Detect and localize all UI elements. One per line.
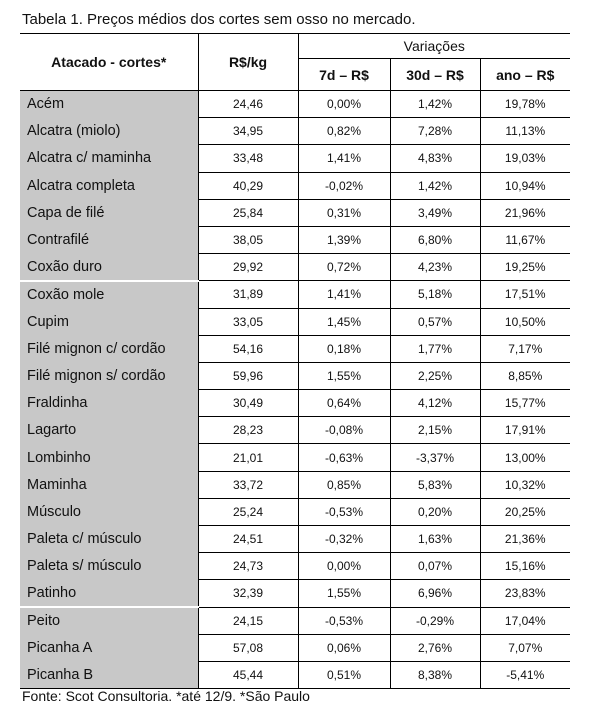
prices-table bbox=[20, 33, 570, 689]
table-row bbox=[20, 634, 570, 661]
cell-var-7d: 1,41% bbox=[298, 281, 390, 308]
cell-cut-name: Alcatra c/ maminha bbox=[20, 145, 198, 172]
cell-price: 25,24 bbox=[198, 498, 298, 525]
cell-price: 24,15 bbox=[198, 607, 298, 634]
cell-var-year: 17,04% bbox=[480, 607, 570, 634]
table-footer: Fonte: Scot Consultoria. *até 12/9. *São Paulo bbox=[22, 688, 310, 704]
cell-var-year: 19,25% bbox=[480, 254, 570, 281]
cell-var-30d: 8,38% bbox=[390, 661, 480, 688]
table-row bbox=[20, 390, 570, 417]
cell-var-year: 10,50% bbox=[480, 308, 570, 335]
cell-price: 32,39 bbox=[198, 580, 298, 607]
cell-cut-name: Maminha bbox=[20, 471, 198, 498]
cell-var-7d: 1,55% bbox=[298, 362, 390, 389]
cell-price: 45,44 bbox=[198, 661, 298, 688]
cell-var-7d: -0,02% bbox=[298, 172, 390, 199]
cell-var-30d: 2,25% bbox=[390, 362, 480, 389]
cell-cut-name: Fraldinha bbox=[20, 390, 198, 417]
cell-price: 34,95 bbox=[198, 118, 298, 145]
cell-price: 30,49 bbox=[198, 390, 298, 417]
cell-price: 33,05 bbox=[198, 308, 298, 335]
cell-var-7d: 1,45% bbox=[298, 308, 390, 335]
cell-var-7d: -0,53% bbox=[298, 498, 390, 525]
cell-price: 24,51 bbox=[198, 526, 298, 553]
cell-var-30d: 0,20% bbox=[390, 498, 480, 525]
table-row bbox=[20, 335, 570, 362]
table-row bbox=[20, 498, 570, 525]
cell-price: 54,16 bbox=[198, 335, 298, 362]
cell-var-year: 19,78% bbox=[480, 91, 570, 118]
cell-price: 33,72 bbox=[198, 471, 298, 498]
table-row bbox=[20, 199, 570, 226]
cell-cut-name: Filé mignon s/ cordão bbox=[20, 362, 198, 389]
header-30d: 30d – R$ bbox=[390, 59, 480, 91]
cell-cut-name: Paleta c/ músculo bbox=[20, 526, 198, 553]
cell-var-30d: -3,37% bbox=[390, 444, 480, 471]
cell-var-30d: 1,42% bbox=[390, 172, 480, 199]
header-variations: Variações bbox=[298, 34, 570, 59]
table-row bbox=[20, 553, 570, 580]
cell-var-7d: 0,82% bbox=[298, 118, 390, 145]
cell-var-year: 10,94% bbox=[480, 172, 570, 199]
cell-var-year: 20,25% bbox=[480, 498, 570, 525]
cell-price: 38,05 bbox=[198, 226, 298, 253]
cell-price: 24,73 bbox=[198, 553, 298, 580]
cell-cut-name: Filé mignon c/ cordão bbox=[20, 335, 198, 362]
cell-var-7d: -0,08% bbox=[298, 417, 390, 444]
cell-var-30d: 1,42% bbox=[390, 91, 480, 118]
cell-price: 59,96 bbox=[198, 362, 298, 389]
table-row bbox=[20, 281, 570, 308]
cell-var-year: 21,36% bbox=[480, 526, 570, 553]
cell-var-30d: 0,07% bbox=[390, 553, 480, 580]
header-year: ano – R$ bbox=[480, 59, 570, 91]
cell-price: 28,23 bbox=[198, 417, 298, 444]
cell-var-year: 23,83% bbox=[480, 580, 570, 607]
cell-cut-name: Picanha B bbox=[20, 661, 198, 688]
cell-var-30d: 3,49% bbox=[390, 199, 480, 226]
cell-var-30d: 6,96% bbox=[390, 580, 480, 607]
header-cut: Atacado - cortes* bbox=[20, 34, 198, 91]
cell-cut-name: Lagarto bbox=[20, 417, 198, 444]
cell-var-7d: 1,41% bbox=[298, 145, 390, 172]
cell-price: 31,89 bbox=[198, 281, 298, 308]
cell-var-30d: 0,57% bbox=[390, 308, 480, 335]
header-price: R$/kg bbox=[198, 34, 298, 91]
table-row bbox=[20, 444, 570, 471]
cell-var-30d: 7,28% bbox=[390, 118, 480, 145]
table-row bbox=[20, 661, 570, 688]
cell-var-year: 11,13% bbox=[480, 118, 570, 145]
table-row bbox=[20, 471, 570, 498]
cell-cut-name: Lombinho bbox=[20, 444, 198, 471]
table-row bbox=[20, 526, 570, 553]
cell-cut-name: Alcatra completa bbox=[20, 172, 198, 199]
table-caption: Tabela 1. Preços médios dos cortes sem osso no mercado. bbox=[22, 11, 416, 28]
cell-var-7d: -0,63% bbox=[298, 444, 390, 471]
cell-var-7d: 0,00% bbox=[298, 553, 390, 580]
cell-cut-name: Coxão duro bbox=[20, 254, 198, 281]
header-7d: 7d – R$ bbox=[298, 59, 390, 91]
cell-cut-name: Alcatra (miolo) bbox=[20, 118, 198, 145]
table-row bbox=[20, 254, 570, 281]
cell-var-year: 7,17% bbox=[480, 335, 570, 362]
cell-var-7d: 1,39% bbox=[298, 226, 390, 253]
cell-var-7d: 0,64% bbox=[298, 390, 390, 417]
cell-var-30d: 5,18% bbox=[390, 281, 480, 308]
table-row bbox=[20, 91, 570, 118]
cell-cut-name: Coxão mole bbox=[20, 281, 198, 308]
table-row bbox=[20, 417, 570, 444]
cell-var-30d: 2,15% bbox=[390, 417, 480, 444]
cell-price: 29,92 bbox=[198, 254, 298, 281]
cell-var-30d: 4,23% bbox=[390, 254, 480, 281]
cell-cut-name: Acém bbox=[20, 91, 198, 118]
table-row bbox=[20, 607, 570, 634]
cell-cut-name: Paleta s/ músculo bbox=[20, 553, 198, 580]
table-row bbox=[20, 145, 570, 172]
cell-var-7d: 1,55% bbox=[298, 580, 390, 607]
cell-var-year: 8,85% bbox=[480, 362, 570, 389]
cell-var-7d: 0,72% bbox=[298, 254, 390, 281]
cell-var-7d: -0,32% bbox=[298, 526, 390, 553]
cell-price: 24,46 bbox=[198, 91, 298, 118]
cell-var-year: 17,51% bbox=[480, 281, 570, 308]
cell-var-7d: 0,18% bbox=[298, 335, 390, 362]
cell-var-year: 7,07% bbox=[480, 634, 570, 661]
cell-price: 57,08 bbox=[198, 634, 298, 661]
table-row bbox=[20, 308, 570, 335]
cell-var-year: 21,96% bbox=[480, 199, 570, 226]
cell-price: 21,01 bbox=[198, 444, 298, 471]
cell-var-year: 19,03% bbox=[480, 145, 570, 172]
cell-cut-name: Peito bbox=[20, 607, 198, 634]
cell-cut-name: Capa de filé bbox=[20, 199, 198, 226]
cell-var-7d: 0,00% bbox=[298, 91, 390, 118]
table-row bbox=[20, 580, 570, 607]
cell-cut-name: Contrafilé bbox=[20, 226, 198, 253]
cell-var-30d: 4,83% bbox=[390, 145, 480, 172]
cell-var-7d: 0,51% bbox=[298, 661, 390, 688]
cell-var-year: 15,77% bbox=[480, 390, 570, 417]
cell-var-year: -5,41% bbox=[480, 661, 570, 688]
cell-var-year: 11,67% bbox=[480, 226, 570, 253]
cell-var-30d: 2,76% bbox=[390, 634, 480, 661]
cell-cut-name: Cupim bbox=[20, 308, 198, 335]
cell-var-30d: 5,83% bbox=[390, 471, 480, 498]
cell-var-30d: 6,80% bbox=[390, 226, 480, 253]
cell-var-30d: 1,77% bbox=[390, 335, 480, 362]
cell-var-30d: 4,12% bbox=[390, 390, 480, 417]
table-row bbox=[20, 118, 570, 145]
cell-price: 40,29 bbox=[198, 172, 298, 199]
cell-var-year: 15,16% bbox=[480, 553, 570, 580]
cell-var-7d: 0,31% bbox=[298, 199, 390, 226]
table-row bbox=[20, 362, 570, 389]
cell-var-7d: 0,06% bbox=[298, 634, 390, 661]
cell-var-year: 17,91% bbox=[480, 417, 570, 444]
cell-var-7d: 0,85% bbox=[298, 471, 390, 498]
table-row bbox=[20, 226, 570, 253]
cell-price: 33,48 bbox=[198, 145, 298, 172]
cell-var-year: 10,32% bbox=[480, 471, 570, 498]
cell-var-year: 13,00% bbox=[480, 444, 570, 471]
table-row bbox=[20, 172, 570, 199]
cell-var-30d: -0,29% bbox=[390, 607, 480, 634]
cell-price: 25,84 bbox=[198, 199, 298, 226]
cell-cut-name: Picanha A bbox=[20, 634, 198, 661]
cell-var-30d: 1,63% bbox=[390, 526, 480, 553]
cell-cut-name: Músculo bbox=[20, 498, 198, 525]
cell-var-7d: -0,53% bbox=[298, 607, 390, 634]
cell-cut-name: Patinho bbox=[20, 580, 198, 607]
